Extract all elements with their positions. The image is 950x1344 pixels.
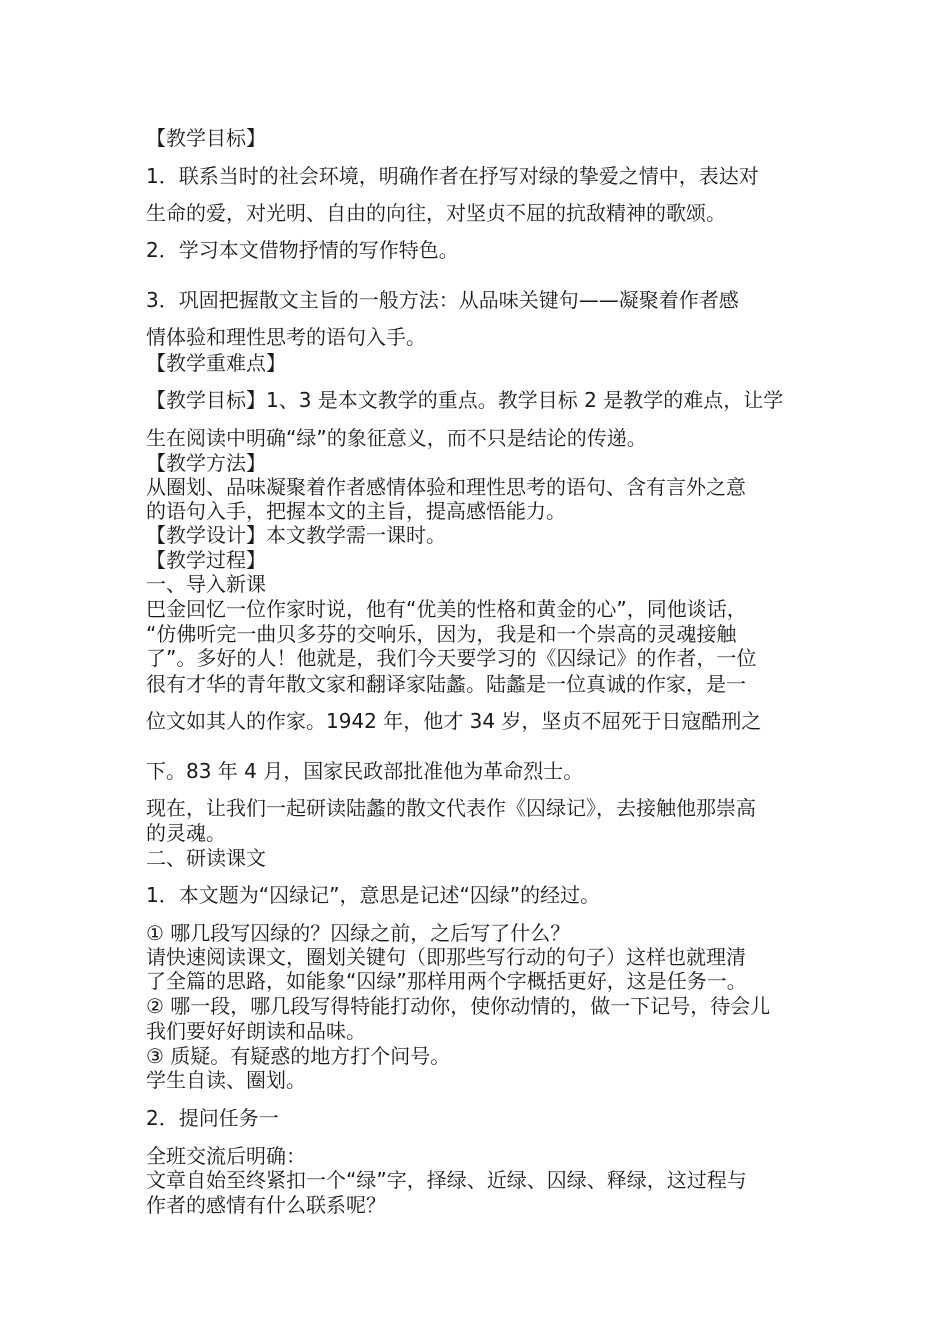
class-exchange: 全班交流后明确： bbox=[146, 1144, 306, 1168]
question-1: ① 哪几段写囚绿的？囚绿之前，之后写了什么？ bbox=[146, 921, 571, 945]
instruction-line-2: 了全篇的思路，如能象“囚绿”那样用两个字概括更好，这是任务一。 bbox=[146, 969, 747, 993]
intro-line-3: 了”。多好的人！他就是，我们今天要学习的《囚绿记》的作者，一位 bbox=[146, 646, 757, 670]
article-line-1: 文章自始至终紧扣一个“绿”字，择绿、近绿、囚绿、释绿，这过程与 bbox=[146, 1168, 747, 1192]
heading-teaching-design: 【教学设计】本文教学需一课时。 bbox=[146, 523, 446, 547]
intro-line-6: 下。83 年 4 月，国家民政部批准他为革命烈士。 bbox=[146, 759, 584, 783]
question-2-line-2: 我们要好好朗读和品味。 bbox=[146, 1019, 366, 1043]
study-item-1: 1．本文题为“囚绿记”，意思是记述“囚绿”的经过。 bbox=[146, 883, 601, 907]
goal-3-line-2: 情体验和理性思考的语句入手。 bbox=[146, 325, 426, 349]
question-2-line-1: ② 哪一段，哪几段写得特能打动你，使你动情的，做一下记号，待会儿 bbox=[146, 994, 771, 1018]
section-1-title: 一、导入新课 bbox=[146, 572, 266, 596]
goal-1-line-2: 生命的爱，对光明、自由的向往，对坚贞不屈的抗敌精神的歌颂。 bbox=[146, 201, 726, 225]
method-line-2: 的语句入手，把握本文的主旨，提高感悟能力。 bbox=[146, 499, 566, 523]
intro-line-1: 巴金回忆一位作家时说，他有“优美的性格和黄金的心”，同他谈话， bbox=[146, 597, 747, 621]
article-line-2: 作者的感情有什么联系呢？ bbox=[146, 1193, 386, 1217]
section-2-title: 二、研读课文 bbox=[146, 846, 266, 870]
key-points-line-2: 生在阅读中明确“绿”的象征意义，而不只是结论的传递。 bbox=[146, 426, 647, 450]
intro-line-4: 很有才华的青年散文家和翻译家陆蠡。陆蠡是一位真诚的作家，是一 bbox=[146, 672, 746, 696]
study-item-2: 2．提问任务一 bbox=[146, 1106, 279, 1130]
students-read: 学生自读、圈划。 bbox=[146, 1068, 306, 1092]
method-line-1: 从圈划、品味凝聚着作者感情体验和理性思考的语句、含有言外之意 bbox=[146, 475, 746, 499]
key-points-line-1: 【教学目标】1、3 是本文教学的重点。教学目标 2 是教学的难点，让学 bbox=[146, 388, 784, 412]
intro-line-2: “仿佛听完一曲贝多芬的交响乐，因为，我是和一个崇高的灵魂接触 bbox=[146, 622, 737, 646]
goal-3-line-1: 3．巩固把握散文主旨的一般方法：从品味关键句——凝聚着作者感 bbox=[146, 288, 739, 312]
goal-2: 2．学习本文借物抒情的写作特色。 bbox=[146, 238, 459, 262]
heading-key-difficult-points: 【教学重难点】 bbox=[146, 351, 286, 375]
heading-teaching-process: 【教学过程】 bbox=[146, 548, 266, 572]
goal-1-line-1: 1．联系当时的社会环境，明确作者在抒写对绿的挚爱之情中，表达对 bbox=[146, 164, 759, 188]
heading-teaching-method: 【教学方法】 bbox=[146, 451, 266, 475]
question-3: ③ 质疑。有疑惑的地方打个问号。 bbox=[146, 1044, 451, 1068]
intro-line-5: 位文如其人的作家。1942 年，他才 34 岁，坚贞不屈死于日寇酷刑之 bbox=[146, 709, 762, 733]
heading-teaching-goals: 【教学目标】 bbox=[146, 126, 266, 150]
now-line-1: 现在，让我们一起研读陆蠡的散文代表作《囚绿记》，去接触他那崇高 bbox=[146, 796, 756, 820]
now-line-2: 的灵魂。 bbox=[146, 821, 226, 845]
instruction-line-1: 请快速阅读课文，圈划关键句（即那些写行动的句子）这样也就理清 bbox=[146, 945, 746, 969]
